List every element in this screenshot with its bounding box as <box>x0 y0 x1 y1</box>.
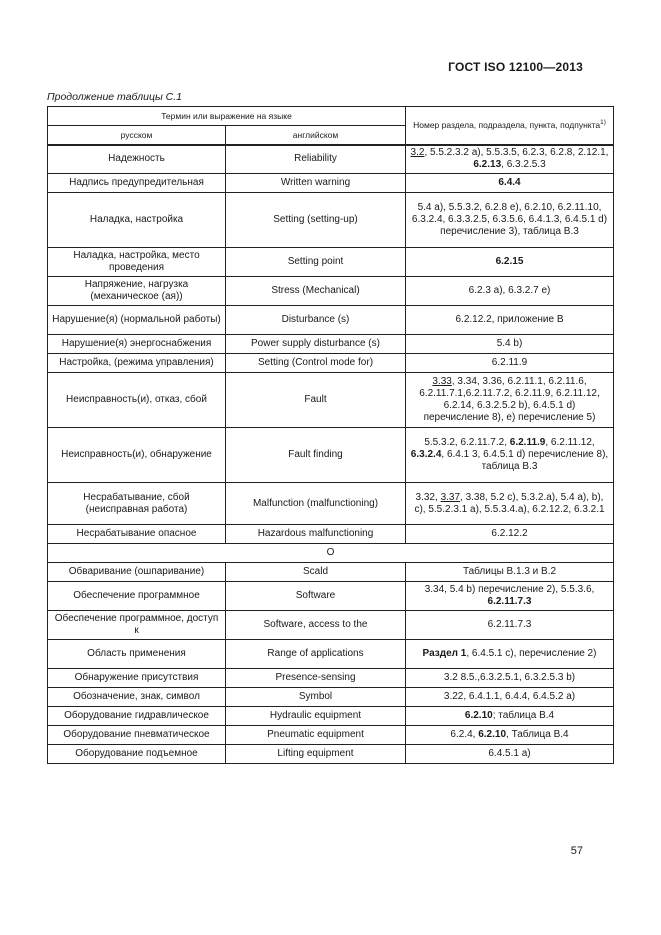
cell-russian-term: Оборудование пневматическое <box>48 726 226 745</box>
ref-segment: ; таблица В.4 <box>492 710 555 721</box>
ref-segment: 5.5.3.2, 6.2.11.7.2, <box>424 437 510 448</box>
cell-english-term: Software, access to the <box>226 611 406 640</box>
ref-segment: 6.2.13 <box>473 159 502 171</box>
ref-segment: 6.2.10 <box>478 729 507 740</box>
document-header: ГОСТ ISO 12100—2013 <box>448 60 583 74</box>
ref-segment: 3.22, 6.4.1.1, 6.4.4, 6.4.5.2 а) <box>443 691 576 702</box>
cell-english-term: Setting (Control mode for) <box>226 354 406 373</box>
ref-segment: , 6.4.5.1 с), перечисление 2) <box>466 648 597 659</box>
cell-russian-term: Настройка, (режима управления) <box>48 354 226 373</box>
ref-segment: , 6.3.2.5.3 <box>501 159 546 171</box>
cell-russian-term: Неисправность(и), обнаружение <box>48 428 226 483</box>
ref-segment: 3.2 <box>410 147 425 159</box>
ref-segment: , 3.38, 5.2 с), 5.3.2.а), 5.4 а), b), с), 5.5.2.3.1 а), 5.5.3.4.а), 6.2.12.2, 6.3.2.1 <box>414 491 605 515</box>
cell-section-ref <box>406 611 614 640</box>
table-row <box>48 611 614 640</box>
cell-section-ref <box>406 483 614 525</box>
header-footnote-mark: 1) <box>600 119 606 127</box>
cell-english-term: Malfunction (malfunctioning) <box>226 483 406 525</box>
ref-segment: 5.4 а), 5.5.3.2, 6.2.8 е), 6.2.10, 6.2.11.10, 6.3.2.4, 6.3.3.2.5, 6.3.5.6, 6.4.1.3, 6.4.5.1 d) перечисление 3), таблица В.3 <box>411 202 608 237</box>
table-row <box>48 707 614 726</box>
terms-table <box>47 106 614 764</box>
table-row <box>48 483 614 525</box>
table-row <box>48 563 614 582</box>
cell-section-ref <box>406 525 614 544</box>
cell-russian-term: Обваривание (ошпаривание) <box>48 563 226 582</box>
cell-english-term: Disturbance (s) <box>226 306 406 335</box>
ref-segment: , Таблица В.4 <box>506 729 569 740</box>
table-row <box>48 640 614 669</box>
ref-segment: 6.2.11.7.3 <box>487 596 532 607</box>
table-row <box>48 669 614 688</box>
ref-segment: , 3.34, 3.36, 6.2.11.1, 6.2.11.6, 6.2.11.7.1,6.2.11.7.2, 6.2.11.9, 6.2.11.12, 6.2.14, 6.3.2.5.2 b), 6.4.5.1 d) перечисление 8), е) перечисление 5) <box>419 376 600 423</box>
cell-english-term: Software <box>226 582 406 611</box>
cell-russian-term: Напряжение, нагрузка (механическое (ая)) <box>48 277 226 306</box>
header-term-group: Термин или выражение на языке <box>48 107 406 126</box>
cell-russian-term: Наладка, настройка, место проведения <box>48 248 226 277</box>
cell-russian-term: Нарушение(я) (нормальной работы) <box>48 306 226 335</box>
cell-section-ref <box>406 669 614 688</box>
ref-segment: Таблицы В.1.3 и В.2 <box>462 566 557 577</box>
cell-section-ref <box>406 335 614 354</box>
section-letter: О <box>48 544 614 563</box>
cell-english-term: Range of applications <box>226 640 406 669</box>
ref-segment: 6.2.3 а), 6.3.2.7 е) <box>468 285 551 296</box>
table-row <box>48 726 614 745</box>
cell-english-term: Setting (setting-up) <box>226 193 406 248</box>
header-section-ref <box>406 107 614 145</box>
cell-english-term: Fault finding <box>226 428 406 483</box>
ref-segment: 3.2 8.5.,6.3.2.5.1, 6.3.2.5.3 b) <box>443 672 576 683</box>
page-number: 57 <box>570 845 583 857</box>
ref-segment: 6.2.4, <box>450 729 479 740</box>
table-row <box>48 688 614 707</box>
ref-segment: 6.3.2.4 <box>410 449 442 460</box>
cell-section-ref <box>406 306 614 335</box>
table-row <box>48 193 614 248</box>
ref-segment: 6.2.10 <box>464 710 493 721</box>
cell-russian-term: Надпись предупредительная <box>48 174 226 193</box>
table-row <box>48 745 614 764</box>
cell-russian-term: Несрабатывание, сбой (неисправная работа) <box>48 483 226 525</box>
cell-section-ref <box>406 707 614 726</box>
ref-segment: , 6.2.11.12, <box>545 437 595 448</box>
cell-english-term: Setting point <box>226 248 406 277</box>
table-body <box>48 145 614 764</box>
cell-section-ref <box>406 145 614 174</box>
cell-russian-term: Оборудование гидравлическое <box>48 707 226 726</box>
table-caption: Продолжение таблицы С.1 <box>47 91 182 103</box>
ref-segment: 6.2.11.9 <box>491 357 528 368</box>
cell-russian-term: Несрабатывание опасное <box>48 525 226 544</box>
table-row <box>48 306 614 335</box>
ref-segment: 3.34, 5.4 b) перечисление 2), 5.5.3.6, <box>424 584 595 595</box>
cell-section-ref <box>406 582 614 611</box>
cell-english-term: Written warning <box>226 174 406 193</box>
cell-section-ref <box>406 640 614 669</box>
cell-section-ref <box>406 726 614 745</box>
cell-english-term: Scald <box>226 563 406 582</box>
cell-russian-term: Оборудование подъемное <box>48 745 226 764</box>
cell-russian-term: Неисправность(и), отказ, сбой <box>48 373 226 428</box>
table-row <box>48 174 614 193</box>
cell-english-term: Pneumatic equipment <box>226 726 406 745</box>
table-row <box>48 373 614 428</box>
ref-segment: 6.2.15 <box>495 256 524 267</box>
header-russian: русском <box>48 126 226 145</box>
cell-english-term: Hazardous malfunctioning <box>226 525 406 544</box>
table-row <box>48 248 614 277</box>
ref-segment: , 5.5.2.3.2 а), 5.5.3.5, 6.2.3, 6.2.8, 2.12.1, <box>424 147 609 159</box>
cell-english-term: Symbol <box>226 688 406 707</box>
table-row <box>48 145 614 174</box>
cell-section-ref <box>406 248 614 277</box>
ref-segment: 6.2.11.7.3 <box>487 619 532 630</box>
ref-segment: 6.2.11.9 <box>509 437 546 448</box>
ref-segment: 6.4.5.1 а) <box>488 748 531 759</box>
ref-segment: 6.2.12.2 <box>491 528 528 539</box>
ref-segment: 6.4.4 <box>498 177 521 188</box>
cell-section-ref <box>406 688 614 707</box>
cell-english-term: Power supply disturbance (s) <box>226 335 406 354</box>
ref-segment: Раздел 1 <box>422 648 467 659</box>
cell-russian-term: Обеспечение программное, доступ к <box>48 611 226 640</box>
cell-english-term: Presence-sensing <box>226 669 406 688</box>
header-section-ref-text: Номер раздела, подраздела, пункта, подпункта <box>413 120 601 131</box>
cell-russian-term: Нарушение(я) энергоснабжения <box>48 335 226 354</box>
cell-section-ref <box>406 373 614 428</box>
cell-section-ref <box>406 174 614 193</box>
cell-english-term: Fault <box>226 373 406 428</box>
cell-russian-term: Обозначение, знак, символ <box>48 688 226 707</box>
table-row <box>48 277 614 306</box>
table-row <box>48 354 614 373</box>
cell-section-ref <box>406 277 614 306</box>
ref-segment: , 6.4.1 3, 6.4.5.1 d) перечисление 8), таблица В.3 <box>441 449 609 472</box>
header-english: английском <box>226 126 406 145</box>
cell-russian-term: Обнаружение присутствия <box>48 669 226 688</box>
table-row <box>48 525 614 544</box>
cell-english-term: Stress (Mechanical) <box>226 277 406 306</box>
ref-segment: 3.37 <box>440 491 461 503</box>
table-row <box>48 582 614 611</box>
ref-segment: 5.4 b) <box>496 338 523 349</box>
ref-segment: 6.2.12.2, приложение В <box>455 314 564 325</box>
cell-russian-term: Обеспечение программное <box>48 582 226 611</box>
cell-russian-term: Наладка, настройка <box>48 193 226 248</box>
cell-russian-term: Область применения <box>48 640 226 669</box>
ref-segment: 3.32, <box>415 491 441 503</box>
cell-russian-term: Надежность <box>48 145 226 174</box>
cell-section-ref <box>406 563 614 582</box>
section-letter-row <box>48 544 614 563</box>
cell-english-term: Reliability <box>226 145 406 174</box>
cell-section-ref <box>406 428 614 483</box>
cell-english-term: Lifting equipment <box>226 745 406 764</box>
cell-section-ref <box>406 745 614 764</box>
cell-english-term: Hydraulic equipment <box>226 707 406 726</box>
cell-section-ref <box>406 354 614 373</box>
cell-section-ref <box>406 193 614 248</box>
ref-segment: 3.33 <box>432 376 452 387</box>
table-row <box>48 335 614 354</box>
table-row <box>48 428 614 483</box>
